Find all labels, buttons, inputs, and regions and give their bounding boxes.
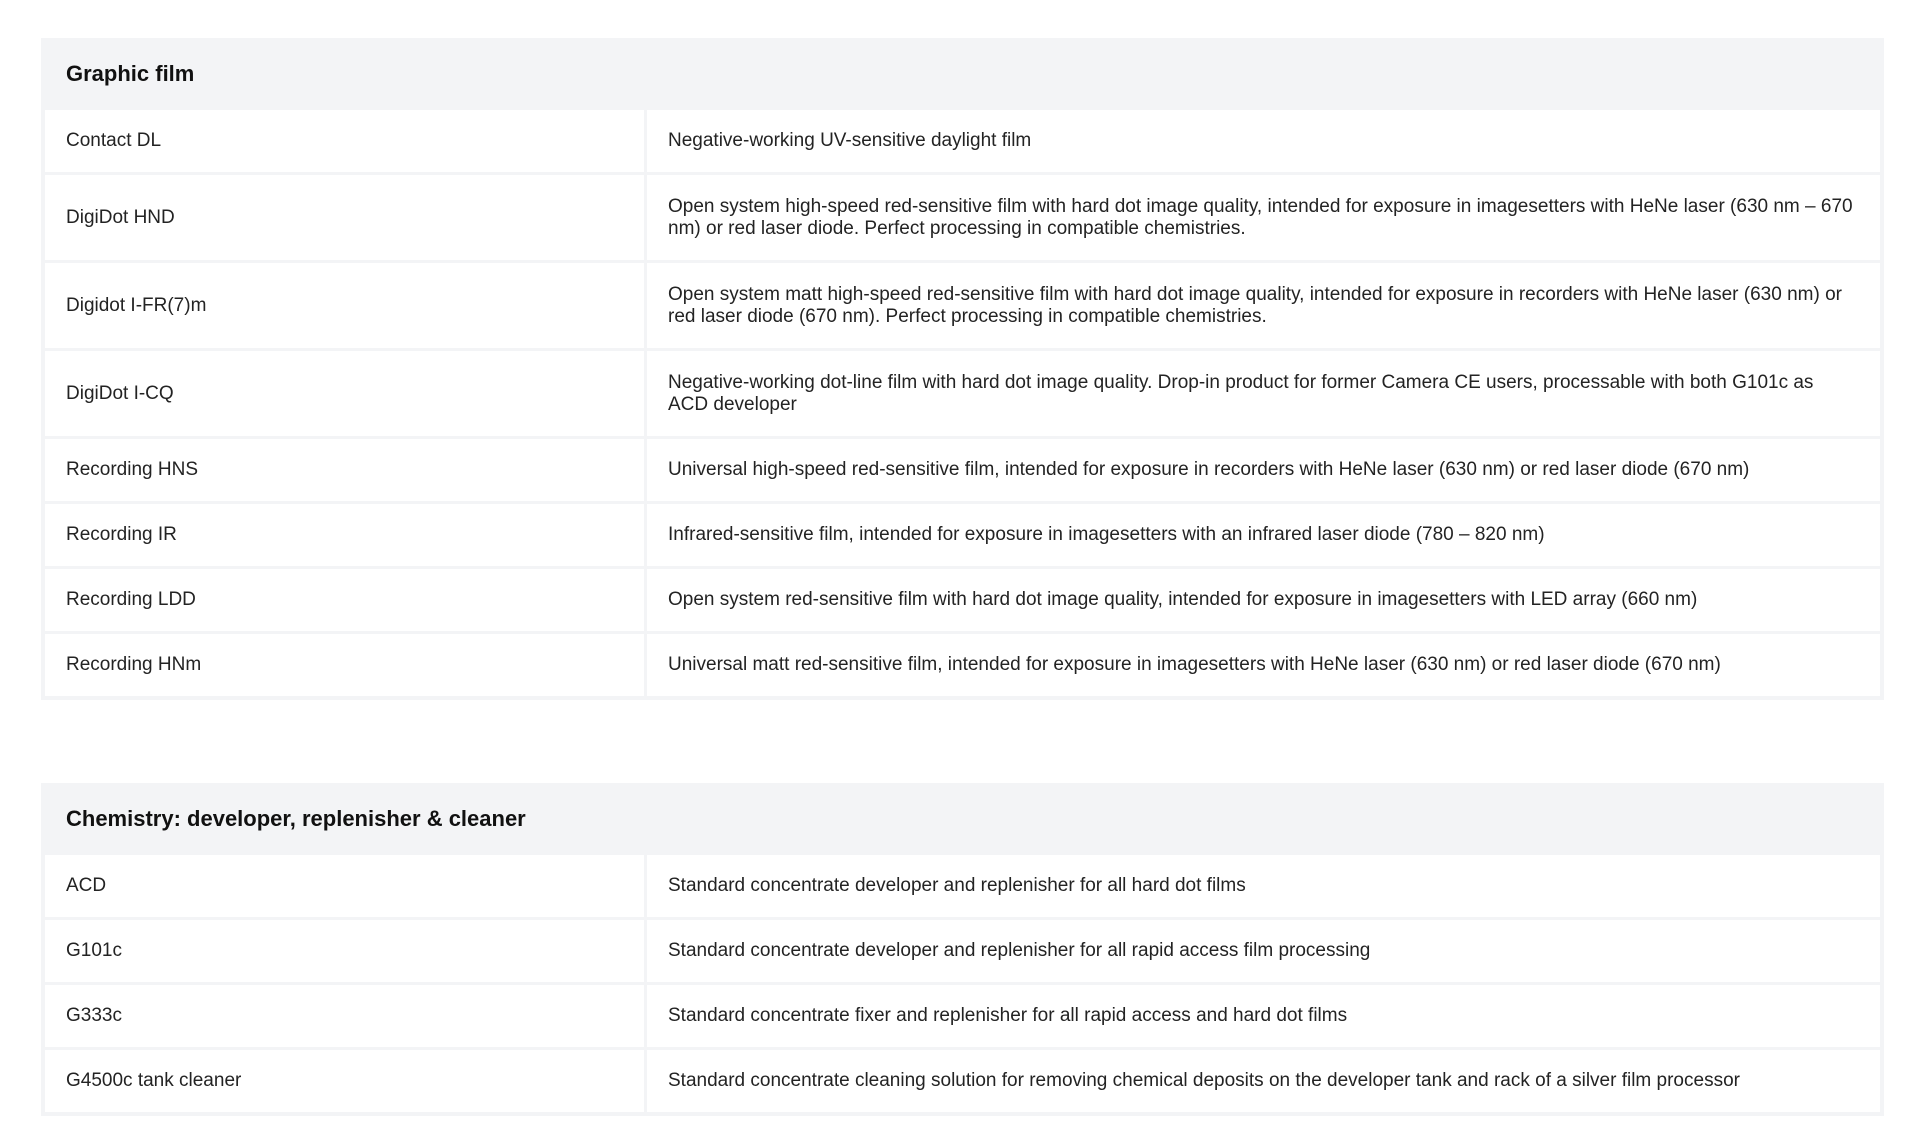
product-name: Digidot I-FR(7)m — [45, 263, 644, 348]
product-description: Open system high-speed red-sensitive film with hard dot image quality, intended for exposure in imagesetters with HeNe laser (630 nm – 670 nm) or red laser diode. Perfect processing in compatible chemistries. — [647, 175, 1880, 260]
table-row — [45, 634, 1880, 696]
section-title: Chemistry: developer, replenisher & cleaner — [66, 806, 526, 831]
product-name: DigiDot I-CQ — [45, 351, 644, 436]
product-name: G333c — [45, 985, 644, 1047]
product-description: Standard concentrate developer and replenisher for all rapid access film processing — [647, 920, 1880, 982]
section-title: Graphic film — [66, 61, 195, 86]
product-description: Standard concentrate cleaning solution for removing chemical deposits on the developer tank and rack of a silver film processor — [647, 1050, 1880, 1112]
table-body — [45, 855, 1880, 1112]
product-name: Recording IR — [45, 504, 644, 566]
product-name: Recording HNm — [45, 634, 644, 696]
table-body — [45, 110, 1880, 696]
product-description: Infrared-sensitive film, intended for exposure in imagesetters with an infrared laser diode (780 – 820 nm) — [647, 504, 1880, 566]
table-row — [45, 439, 1880, 501]
product-description: Negative-working UV-sensitive daylight film — [647, 110, 1880, 172]
table-row — [45, 110, 1880, 172]
product-name: G4500c tank cleaner — [45, 1050, 644, 1112]
product-name: Recording HNS — [45, 439, 644, 501]
product-name: DigiDot HND — [45, 175, 644, 260]
table-row — [45, 569, 1880, 631]
product-name: ACD — [45, 855, 644, 917]
product-name: Recording LDD — [45, 569, 644, 631]
chemistry-table — [41, 783, 1884, 1116]
table-row — [45, 175, 1880, 260]
table-row — [45, 263, 1880, 348]
table-row — [45, 985, 1880, 1047]
product-description: Universal high-speed red-sensitive film, intended for exposure in recorders with HeNe laser (630 nm) or red laser diode (670 nm) — [647, 439, 1880, 501]
product-name: G101c — [45, 920, 644, 982]
table-row — [45, 855, 1880, 917]
table-row — [45, 504, 1880, 566]
table-row — [45, 920, 1880, 982]
product-description: Negative-working dot-line film with hard dot image quality. Drop-in product for former Camera CE users, processable with both G101c as ACD developer — [647, 351, 1880, 436]
graphic-film-table — [41, 38, 1884, 700]
product-description: Standard concentrate fixer and replenisher for all rapid access and hard dot films — [647, 985, 1880, 1047]
product-description: Standard concentrate developer and replenisher for all hard dot films — [647, 855, 1880, 917]
product-description: Universal matt red-sensitive film, intended for exposure in imagesetters with HeNe laser (630 nm) or red laser diode (670 nm) — [647, 634, 1880, 696]
product-name: Contact DL — [45, 110, 644, 172]
product-description: Open system red-sensitive film with hard dot image quality, intended for exposure in imagesetters with LED array (660 nm) — [647, 569, 1880, 631]
table-row — [45, 1050, 1880, 1112]
product-description: Open system matt high-speed red-sensitive film with hard dot image quality, intended for exposure in recorders with HeNe laser (630 nm) or red laser diode (670 nm). Perfect processing in compatible chemistries. — [647, 263, 1880, 348]
table-row — [45, 351, 1880, 436]
